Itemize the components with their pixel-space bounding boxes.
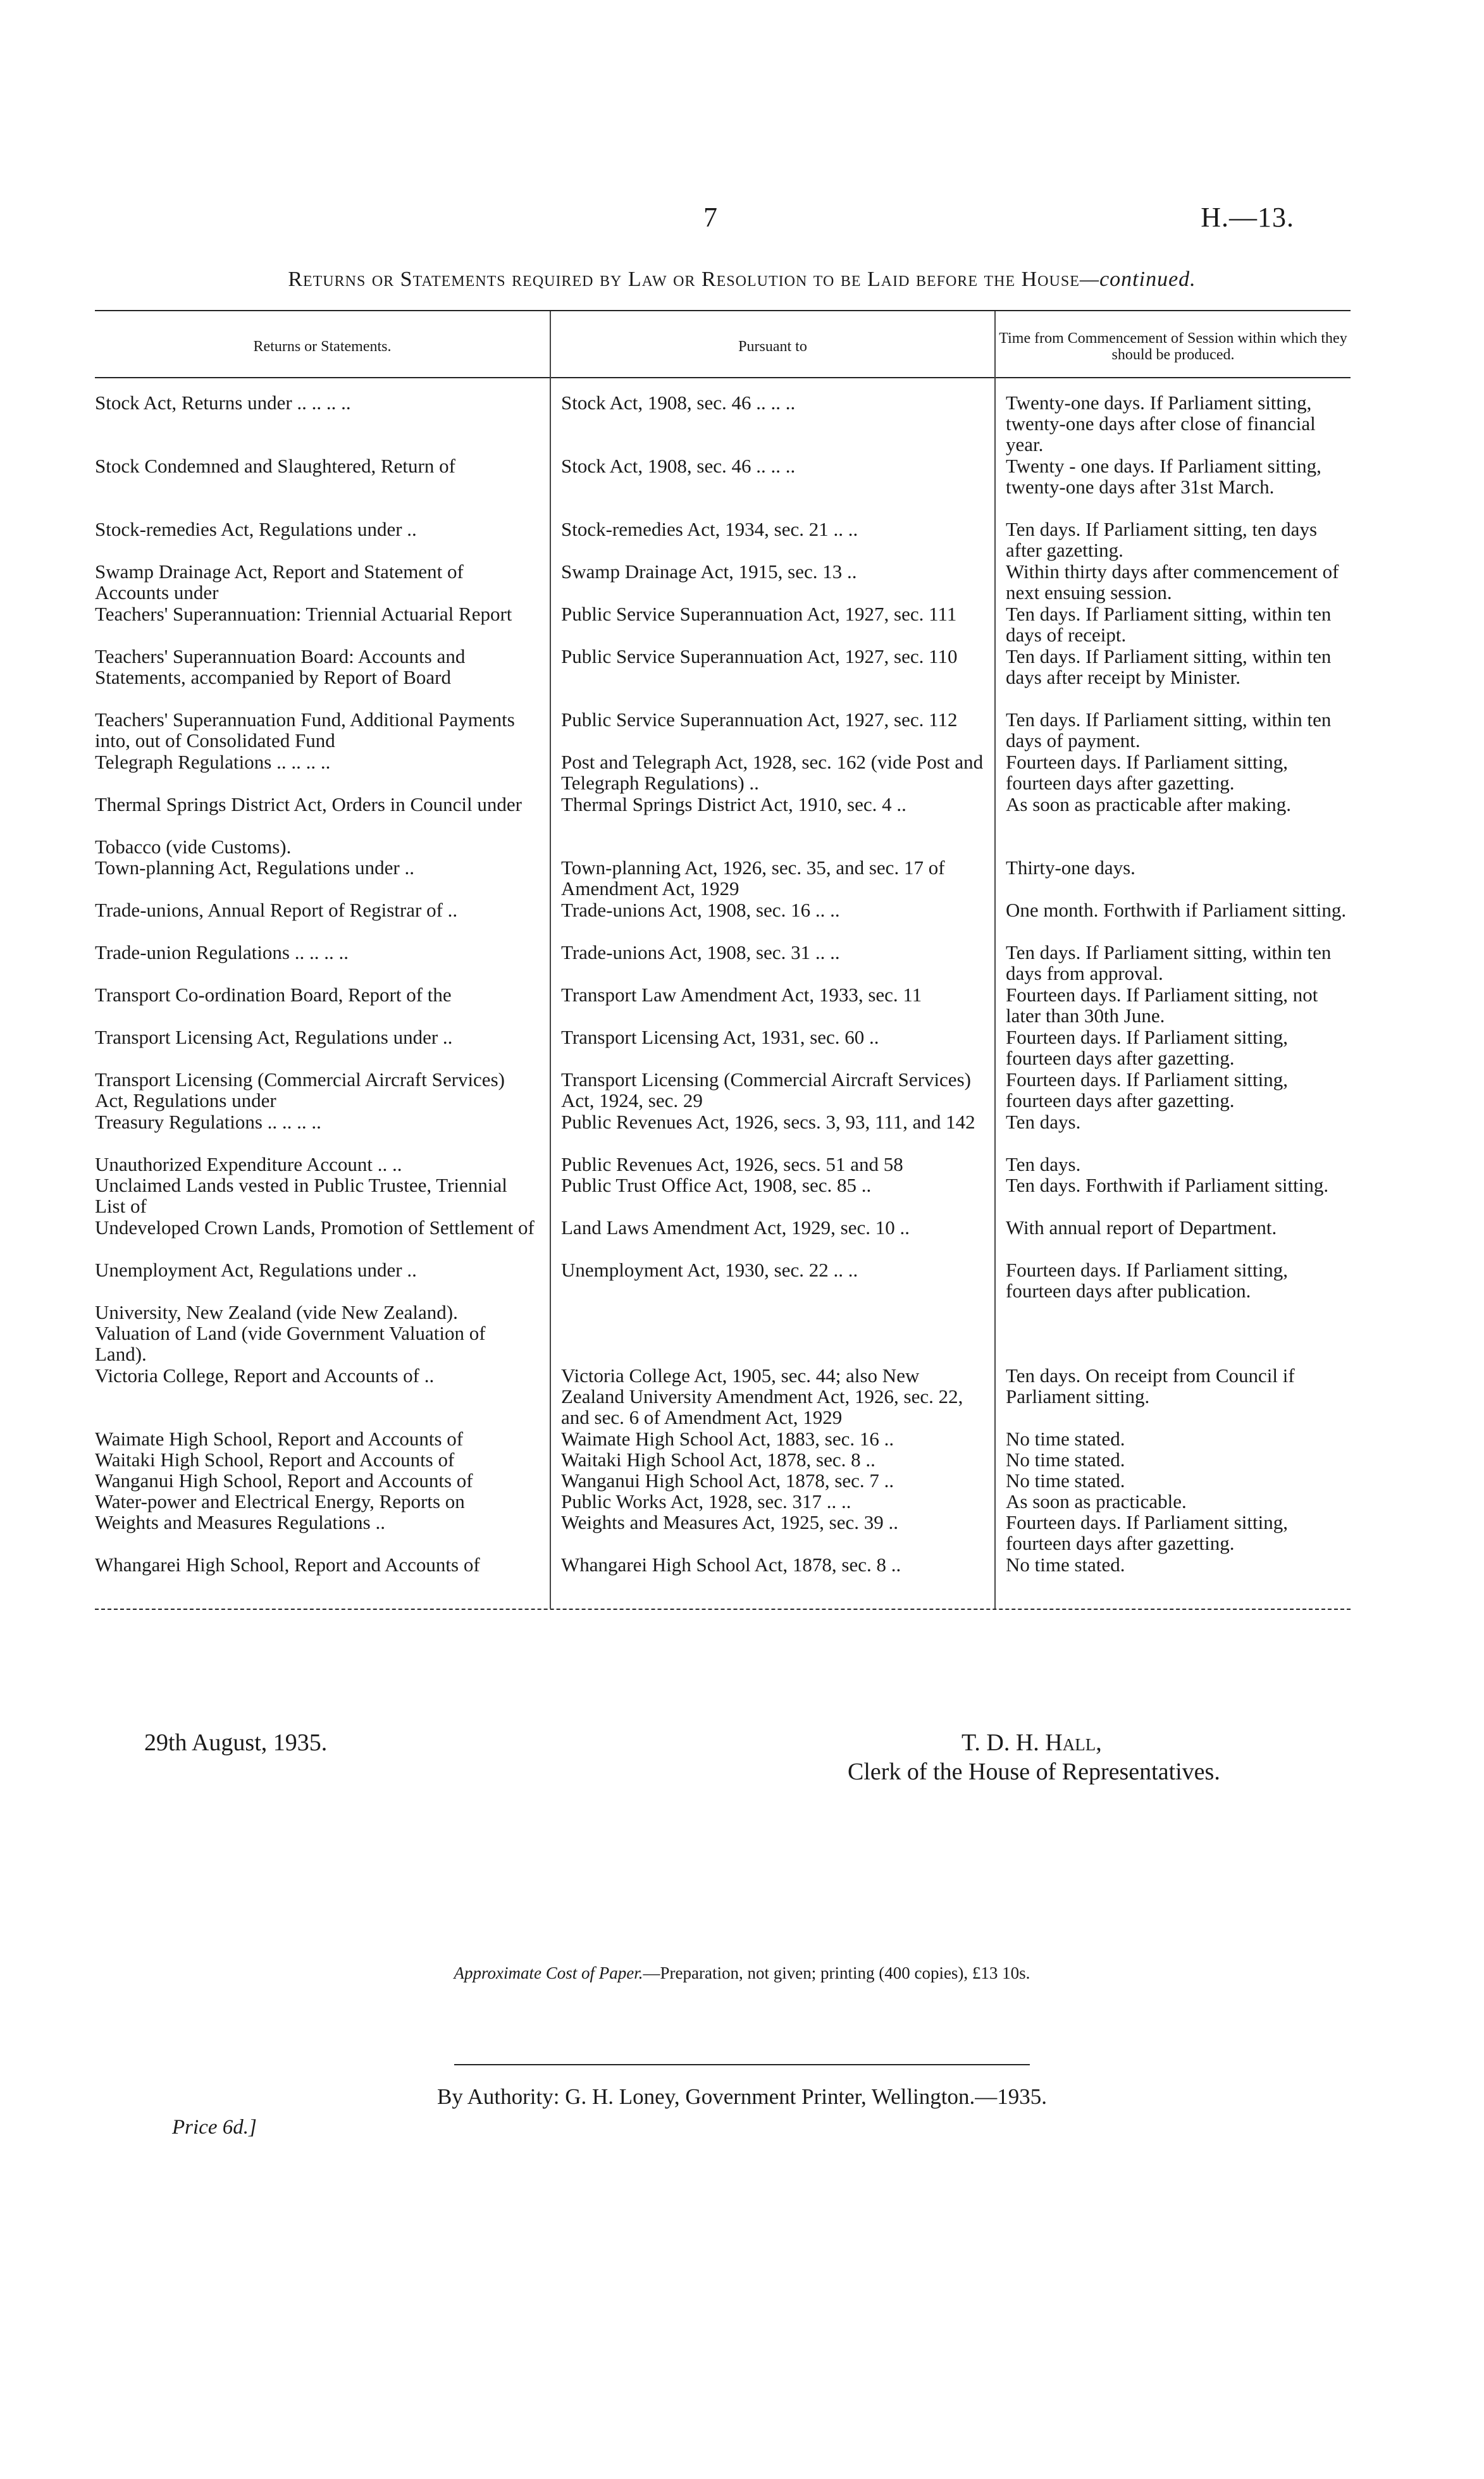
table-row bbox=[0, 751, 1484, 794]
cell-pursuant: Public Works Act, 1928, sec. 317 .. .. bbox=[561, 1490, 851, 1512]
cell-returns: Transport Licensing Act, Regulations under .. bbox=[95, 1026, 453, 1048]
cell-time: Thirty-one days. bbox=[1006, 856, 1135, 879]
table-row bbox=[0, 1259, 1484, 1302]
cell-time: Within thirty days after commencement of next ensuing session. bbox=[1006, 560, 1339, 603]
cell-returns: Unauthorized Expenditure Account .. .. bbox=[95, 1153, 402, 1175]
cell-time: With annual report of Department. bbox=[1006, 1216, 1277, 1239]
cell-returns: Transport Co-ordination Board, Report of the bbox=[95, 984, 452, 1006]
cell-pursuant: Public Trust Office Act, 1908, sec. 85 .. bbox=[561, 1174, 872, 1196]
table-row bbox=[0, 942, 1484, 984]
cell-pursuant: Post and Telegraph Act, 1928, sec. 162 (vide Post and Telegraph Regulations) .. bbox=[561, 751, 984, 794]
cell-returns: Teachers' Superannuation: Triennial Actuarial Report bbox=[95, 603, 512, 625]
cell-time: Ten days. If Parliament sitting, within ten days from approval. bbox=[1006, 941, 1332, 984]
cell-pursuant: Trade-unions Act, 1908, sec. 31 .. .. bbox=[561, 941, 840, 963]
cell-pursuant: Swamp Drainage Act, 1915, sec. 13 .. bbox=[561, 560, 857, 583]
table-body bbox=[0, 392, 1484, 1575]
cell-pursuant: Whangarei High School Act, 1878, sec. 8 .. bbox=[561, 1554, 901, 1576]
cell-returns: Weights and Measures Regulations .. bbox=[95, 1511, 385, 1533]
table-row bbox=[0, 455, 1484, 519]
table-row bbox=[0, 646, 1484, 709]
cell-returns: Stock Act, Returns under .. .. .. .. bbox=[95, 392, 351, 414]
cell-time: Ten days. Forthwith if Parliament sitting. bbox=[1006, 1174, 1329, 1196]
cell-returns: Teachers' Superannuation Fund, Additional Payments into, out of Consolidated Fund bbox=[95, 708, 515, 751]
cell-pursuant: Stock Act, 1908, sec. 46 .. .. .. bbox=[561, 455, 796, 477]
cell-time: No time stated. bbox=[1006, 1554, 1125, 1576]
cell-returns: Swamp Drainage Act, Report and Statement of Accounts under bbox=[95, 560, 464, 603]
table-row bbox=[0, 1302, 1484, 1323]
cell-pursuant: Transport Law Amendment Act, 1933, sec. 11 bbox=[561, 984, 922, 1006]
cell-time: No time stated. bbox=[1006, 1449, 1125, 1471]
cell-time: Fourteen days. If Parliament sitting, fourteen days after gazetting. bbox=[1006, 1511, 1288, 1554]
table-row bbox=[0, 1111, 1484, 1154]
cell-pursuant: Weights and Measures Act, 1925, sec. 39 .. bbox=[561, 1511, 899, 1533]
cell-pursuant: Unemployment Act, 1930, sec. 22 .. .. bbox=[561, 1259, 858, 1281]
cost-text: —Preparation, not given; printing (400 copies), £13 10s. bbox=[643, 1963, 1030, 1982]
signatory-name-text: T. D. H. Hall, bbox=[962, 1729, 1102, 1756]
cell-time: Ten days. On receipt from Council if Parliament sitting. bbox=[1006, 1364, 1295, 1407]
column-header-time: Time from Commencement of Session within which they should be produced. bbox=[999, 330, 1347, 363]
table-row bbox=[0, 1027, 1484, 1069]
column-header-pursuant: Pursuant to bbox=[738, 338, 807, 355]
price: Price 6d.] bbox=[172, 2116, 257, 2139]
cell-time: Ten days. If Parliament sitting, ten days after gazetting. bbox=[1006, 518, 1318, 561]
cell-time: Fourteen days. If Parliament sitting, fourteen days after gazetting. bbox=[1006, 1026, 1288, 1069]
cell-returns: Water-power and Electrical Energy, Reports on bbox=[95, 1490, 465, 1512]
cell-pursuant: Public Service Superannuation Act, 1927, sec. 112 bbox=[561, 708, 958, 731]
cell-pursuant: Wanganui High School Act, 1878, sec. 7 .. bbox=[561, 1469, 894, 1492]
cell-time: Fourteen days. If Parliament sitting, fourteen days after publication. bbox=[1006, 1259, 1288, 1302]
cell-returns: Victoria College, Report and Accounts of .. bbox=[95, 1364, 435, 1387]
signatory-title: Clerk of the House of Representatives. bbox=[848, 1759, 1220, 1785]
cell-returns: Trade-unions, Annual Report of Registrar of .. bbox=[95, 899, 458, 921]
cell-pursuant: Waimate High School Act, 1883, sec. 16 .. bbox=[561, 1428, 894, 1450]
cell-returns: Town-planning Act, Regulations under .. bbox=[95, 856, 414, 879]
table-row bbox=[0, 709, 1484, 751]
cell-returns: Wanganui High School, Report and Accounts of bbox=[95, 1469, 473, 1492]
cell-returns: Unclaimed Lands vested in Public Trustee, Triennial List of bbox=[95, 1174, 507, 1217]
table-row bbox=[0, 794, 1484, 836]
cell-returns: Trade-union Regulations .. .. .. .. bbox=[95, 941, 349, 963]
cell-pursuant: Transport Licensing (Commercial Aircraft Services) Act, 1924, sec. 29 bbox=[561, 1068, 971, 1111]
cell-returns: Teachers' Superannuation Board: Accounts and Statements, accompanied by Report of Board bbox=[95, 645, 466, 688]
cell-returns: Waitaki High School, Report and Accounts of bbox=[95, 1449, 455, 1471]
cell-pursuant: Land Laws Amendment Act, 1929, sec. 10 .. bbox=[561, 1216, 910, 1239]
table-header-rule bbox=[95, 377, 1351, 378]
cost-label: Approximate Cost of Paper. bbox=[454, 1963, 643, 1982]
table-top-rule bbox=[95, 310, 1351, 311]
cell-time: No time stated. bbox=[1006, 1428, 1125, 1450]
cell-time: Fourteen days. If Parliament sitting, not later than 30th June. bbox=[1006, 984, 1318, 1027]
cell-time: Twenty-one days. If Parliament sitting, twenty-one days after close of financial year. bbox=[1006, 392, 1316, 455]
table-row bbox=[0, 603, 1484, 646]
authority-rule bbox=[454, 2064, 1030, 2065]
cell-pursuant: Public Revenues Act, 1926, secs. 3, 93, 111, and 142 bbox=[561, 1111, 975, 1133]
table-row bbox=[0, 899, 1484, 942]
cell-time: As soon as practicable. bbox=[1006, 1490, 1187, 1512]
cell-pursuant: Stock Act, 1908, sec. 46 .. .. .. bbox=[561, 392, 796, 414]
table-row bbox=[0, 1217, 1484, 1259]
cell-pursuant: Public Service Superannuation Act, 1927, sec. 110 bbox=[561, 645, 958, 667]
table-row bbox=[0, 1323, 1484, 1365]
cell-returns: Tobacco (vide Customs). bbox=[95, 836, 292, 858]
cell-returns: Telegraph Regulations .. .. .. .. bbox=[95, 751, 331, 773]
cell-returns: Undeveloped Crown Lands, Promotion of Settlement of bbox=[95, 1216, 535, 1239]
cell-returns: Waimate High School, Report and Accounts of bbox=[95, 1428, 464, 1450]
printer-authority: By Authority: G. H. Loney, Government Printer, Wellington.—1935. bbox=[436, 2084, 1048, 2109]
table-row bbox=[0, 1491, 1484, 1512]
cell-time: Ten days. If Parliament sitting, within ten days after receipt by Minister. bbox=[1006, 645, 1332, 688]
cell-pursuant: Thermal Springs District Act, 1910, sec. 4 .. bbox=[561, 793, 906, 815]
cell-time: Ten days. If Parliament sitting, within ten days of payment. bbox=[1006, 708, 1332, 751]
cell-pursuant: Stock-remedies Act, 1934, sec. 21 .. .. bbox=[561, 518, 858, 540]
cell-returns: Unemployment Act, Regulations under .. bbox=[95, 1259, 417, 1281]
heading-continued: —continued. bbox=[1079, 268, 1196, 291]
signatory-name bbox=[962, 1729, 1102, 1757]
page-heading bbox=[0, 268, 1484, 292]
cell-returns: Whangarei High School, Report and Accounts of bbox=[95, 1554, 480, 1576]
cell-pursuant: Waitaki High School Act, 1878, sec. 8 .. bbox=[561, 1449, 875, 1471]
table-row bbox=[0, 1154, 1484, 1175]
cell-pursuant: Public Revenues Act, 1926, secs. 51 and 58 bbox=[561, 1153, 903, 1175]
signature-date: 29th August, 1935. bbox=[144, 1729, 328, 1756]
cell-time: Fourteen days. If Parliament sitting, fourteen days after gazetting. bbox=[1006, 1068, 1288, 1111]
cell-time: Ten days. bbox=[1006, 1153, 1081, 1175]
page-number: 7 bbox=[703, 202, 717, 233]
cell-returns: Stock Condemned and Slaughtered, Return of bbox=[95, 455, 455, 477]
cell-returns: Stock-remedies Act, Regulations under .. bbox=[95, 518, 417, 540]
cell-returns: Thermal Springs District Act, Orders in Council under bbox=[95, 793, 522, 815]
table-row bbox=[0, 857, 1484, 899]
cell-pursuant: Transport Licensing Act, 1931, sec. 60 .. bbox=[561, 1026, 879, 1048]
cell-time: Twenty - one days. If Parliament sitting, twenty-one days after 31st March. bbox=[1006, 455, 1321, 498]
table-row bbox=[0, 1554, 1484, 1575]
cell-pursuant: Public Service Superannuation Act, 1927, sec. 111 bbox=[561, 603, 957, 625]
document-reference: H.—13. bbox=[1201, 202, 1294, 233]
table-row bbox=[0, 561, 1484, 603]
table-row bbox=[0, 1069, 1484, 1111]
cell-returns: Valuation of Land (vide Government Valuation of Land). bbox=[95, 1322, 486, 1365]
table-row bbox=[0, 1428, 1484, 1449]
cell-time: As soon as practicable after making. bbox=[1006, 793, 1292, 815]
cell-time: No time stated. bbox=[1006, 1469, 1125, 1492]
table-row bbox=[0, 1365, 1484, 1428]
cell-pursuant: Victoria College Act, 1905, sec. 44; also New Zealand University Amendment Act, 1926, sec. 22, and sec. 6 of Amendment Act, 1929 bbox=[561, 1364, 963, 1428]
cell-returns: Transport Licensing (Commercial Aircraft Services) Act, Regulations under bbox=[95, 1068, 505, 1111]
cell-time: Fourteen days. If Parliament sitting, fourteen days after gazetting. bbox=[1006, 751, 1288, 794]
cell-returns: Treasury Regulations .. .. .. .. bbox=[95, 1111, 321, 1133]
column-header-returns: Returns or Statements. bbox=[253, 338, 392, 355]
table-row bbox=[0, 519, 1484, 561]
table-row bbox=[0, 1512, 1484, 1554]
table-row bbox=[0, 1175, 1484, 1217]
cell-time: Ten days. If Parliament sitting, within ten days of receipt. bbox=[1006, 603, 1332, 646]
cost-of-paper bbox=[0, 1963, 1484, 1983]
table-bottom-rule bbox=[95, 1609, 1351, 1610]
table-row bbox=[0, 1470, 1484, 1491]
table-row bbox=[0, 984, 1484, 1027]
table-row bbox=[0, 392, 1484, 455]
cell-time: Ten days. bbox=[1006, 1111, 1081, 1133]
cell-time: One month. Forthwith if Parliament sitting. bbox=[1006, 899, 1347, 921]
heading-title: Returns or Statements required by Law or Resolution to be Laid before the House bbox=[288, 268, 1080, 291]
cell-pursuant: Trade-unions Act, 1908, sec. 16 .. .. bbox=[561, 899, 840, 921]
cell-pursuant: Town-planning Act, 1926, sec. 35, and sec. 17 of Amendment Act, 1929 bbox=[561, 856, 945, 899]
cell-returns: University, New Zealand (vide New Zealand). bbox=[95, 1301, 458, 1323]
table-row bbox=[0, 836, 1484, 857]
table-row bbox=[0, 1449, 1484, 1470]
